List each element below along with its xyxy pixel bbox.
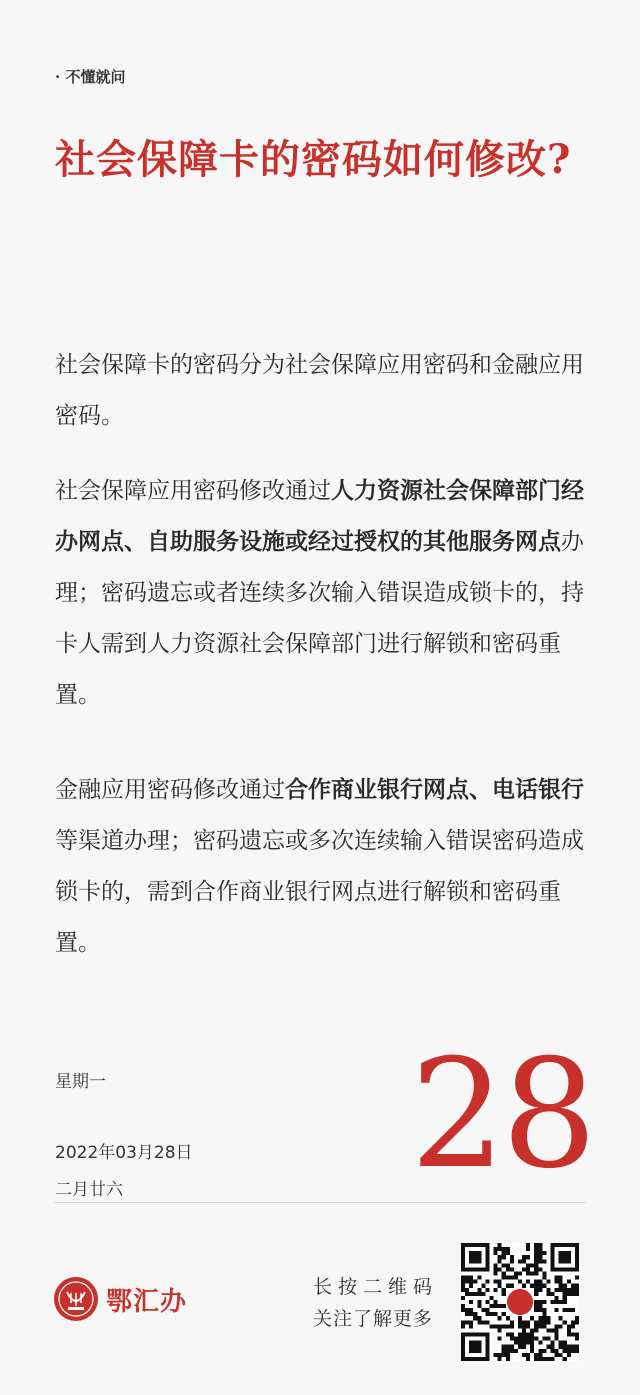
paragraph-social-password: [55, 466, 585, 721]
day-number: 28: [410, 1028, 593, 1202]
emphasis-text: 合作商业银行网点、电话银行: [285, 777, 584, 803]
footer-divider: [55, 1202, 585, 1203]
paragraph-text: 社会保障应用密码修改通过: [55, 478, 331, 504]
category-tag: · 不懂就问: [55, 68, 126, 86]
weekday-label: 星期一: [55, 1072, 106, 1092]
lunar-date-label: 二月廿六: [55, 1180, 123, 1200]
brand-logo-icon: [53, 1276, 99, 1322]
paragraph-text: 金融应用密码修改通过: [55, 777, 285, 803]
page-title: 社会保障卡的密码如何修改?: [55, 136, 572, 183]
qr-code-icon[interactable]: [461, 1243, 579, 1361]
emphasis-text: 人力资源社会保障部门经办网点、自助服务设施或经过授权的其他服务网点: [55, 478, 584, 555]
paragraph-text: 等渠道办理；密码遗忘或多次连续输入错误密码造成锁卡的，需到合作商业银行网点进行解锁和密码重置。: [55, 828, 584, 956]
paragraph-text: 办理；密码遗忘或者连续多次输入错误造成锁卡的，持卡人需到人力资源社会保障部门进行解锁和密码重置。: [55, 529, 584, 708]
paragraph-financial-password: [55, 765, 585, 969]
qr-hint-line2: 关注了解更多: [313, 1308, 434, 1330]
paragraph-text: 社会保障卡的密码分为社会保障应用密码和金融应用密码。: [55, 352, 584, 429]
paragraph-intro: [55, 340, 585, 442]
brand-name: 鄂汇办: [106, 1287, 188, 1317]
qr-hint-line1: 长按二维码: [313, 1276, 439, 1298]
date-label: 2022年03月28日: [55, 1143, 193, 1163]
